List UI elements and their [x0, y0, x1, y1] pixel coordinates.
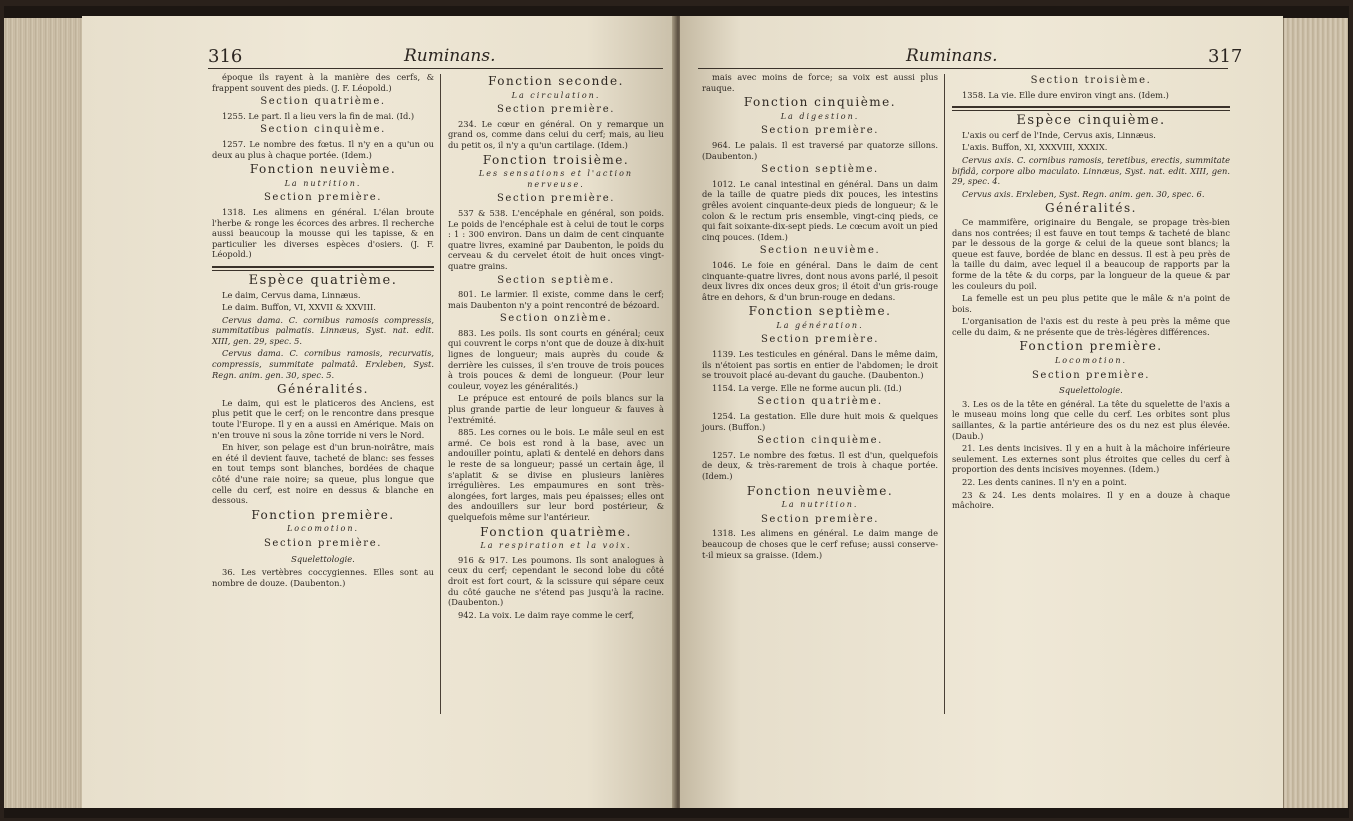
paragraph: 21. Les dents incisives. Il y en a huit à la mâchoire inférieure seulement. Les externes sont plus étroites que celles du cerf à proportion des dents incisives moyennes. (Idem.)	[952, 443, 1230, 475]
function-heading: Fonction neuvième.	[746, 483, 894, 498]
header-rule	[698, 68, 1228, 69]
subheading: La nutrition.	[781, 500, 859, 510]
generalites-heading: Généralités.	[1045, 201, 1137, 216]
column-left	[212, 72, 434, 590]
subheading: La digestion.	[780, 111, 860, 121]
paragraph: 3. Les os de la tête en général. La tête du squelette de l'axis a le museau moins long que celle du cerf. Les orbites sont plus saillantes, & la partie antérieure des os du nez est plus élevée. (Daub.)	[952, 398, 1230, 441]
function-heading: Fonction première.	[1019, 339, 1163, 354]
paragraph: 23 & 24. Les dents molaires. Il y en a douze à chaque mâchoire.	[952, 489, 1230, 511]
subheading: Locomotion.	[1054, 356, 1128, 366]
paragraph: 964. Le palais. Il est traversé par quatorze sillons. (Daubenton.)	[702, 139, 938, 161]
section-heading: Section quatrième.	[260, 96, 386, 108]
paragraph: 1318. Les alimens en général. L'élan broute l'herbe & ronge les écorces des arbres. Il recherche aussi beaucoup la mousse qui les tapisse, & en particulier les diverses espèces d'osiers. (J. F. Léopold.)	[212, 206, 434, 260]
paragraph: 22. Les dents canines. Il n'y en a point.	[962, 477, 1127, 487]
paragraph: mais avec moins de force; sa voix est aussi plus rauque.	[702, 72, 938, 93]
paragraph: Cervus dama. C. cornibus ramosis compressis, summitatibus palmatis. Linnæus, Syst. nat. edit. XIII, gen. 29, spec. 5.	[212, 314, 434, 346]
running-head: Ruminans.	[906, 46, 998, 66]
section-heading: Section onzième.	[499, 313, 613, 325]
column-divider	[944, 74, 945, 714]
paragraph: Cervus axis. C. cornibus ramosis, teretibus, erectis, summitate bifidâ, corpore albo maculato. Linnæus, Syst. nat. edit. XIII, gen. 29, spec. 4.	[952, 154, 1230, 187]
paragraph: L'axis ou cerf de l'Inde, Cervus axis, Linnæus.	[962, 129, 1156, 140]
column-left	[702, 72, 938, 562]
left-page	[82, 16, 676, 808]
paragraph: 1257. Le nombre des fœtus. Il n'y en a qu'un ou deux au plus à chaque portée. (Idem.)	[212, 138, 434, 160]
section-heading: Section cinquième.	[260, 124, 386, 136]
paragraph: 234. Le cœur en général. On y remarque un grand os, comme dans celui du cerf; mais, au lieu du petit os, il n'y a qu'un cartilage. (Idem.)	[448, 118, 664, 150]
paragraph: 1139. Les testicules en général. Dans le même daim, ils n'étoient pas sortis en entier de l'abdomen; le droit se trouvoit placé au-devant du gauche. (Daubenton.)	[702, 349, 938, 381]
subheading: Squelettologie.	[1059, 385, 1123, 396]
function-heading: Fonction première.	[251, 507, 395, 522]
page-number: 317	[1208, 46, 1243, 67]
paragraph: 1318. Les alimens en général. Le daim mange de beaucoup de choses que le cerf refuse; aussi conserve-t-il mieux sa graisse. (Idem.)	[702, 528, 938, 560]
section-heading: Section cinquième.	[757, 435, 883, 447]
section-heading: Section première.	[496, 193, 615, 205]
paragraph: 1358. La vie. Elle dure environ vingt ans. (Idem.)	[962, 89, 1169, 100]
section-heading: Section première.	[760, 334, 879, 346]
paragraph: 1012. Le canal intestinal en général. Dans un daim de la taille de quatre pieds dix pouces, les intestins grêles avoient cinquante-deux pieds de longueur; & le colon & le rectum pris ensemble, vingt-cinq pieds, ce qui fait soixante-dix-sept pieds. Le cœcum avoit un pied cinq pouces. (Idem.)	[702, 178, 938, 242]
section-heading: Section septième.	[497, 274, 615, 286]
double-rule	[952, 106, 1230, 111]
paragraph: L'axis. Buffon, XI, XXXVIII, XXXIX.	[962, 142, 1108, 153]
paragraph: 537 & 538. L'encéphale en général, son poids. Le poids de l'encéphale est à celui de tout le corps : 1 : 300 environ. Dans un daim de cent cinquante quatre livres, examiné par Daubenton, le poids du cerveau & du cervelet étoit de huit onces vingt-quatre grains.	[448, 207, 664, 271]
paragraph: 1046. Le foie en général. Dans le daim de cent cinquante-quatre livres, dont nous avons parlé, il pesoit deux livres dix onces deux gros; il étoit d'un gris-rouge âtre en dehors, & d'un brun-rouge en dedans.	[702, 259, 938, 302]
paragraph: 942. La voix. Le daim raye comme le cerf,	[458, 609, 635, 620]
column-right	[952, 72, 1230, 513]
section-heading: Section première.	[263, 537, 382, 549]
species-heading: Espèce quatrième.	[248, 272, 398, 288]
section-heading: Section septième.	[761, 164, 879, 176]
section-heading: Section troisième.	[1030, 75, 1152, 86]
paragraph: Le daim, qui est le platiceros des Anciens, est plus petit que le cerf; on le rencontre dans presque toute l'Europe. Il y en a aussi en Amérique. Mais on n'en trouve ni sous la zône torride ni vers le Nord.	[212, 397, 434, 440]
function-heading: Fonction neuvième.	[249, 162, 397, 177]
function-heading: Fonction troisième.	[482, 152, 630, 167]
section-heading: Section quatrième.	[757, 396, 883, 408]
section-heading: Section première.	[760, 513, 879, 525]
section-heading: Section neuvième.	[759, 245, 881, 257]
function-heading: Fonction septième.	[748, 304, 892, 319]
subheading: Les sensations et l'action nerveuse.	[478, 169, 634, 189]
paragraph: Le prépuce est entouré de poils blancs sur la plus grande partie de leur longueur & fauves à l'extrémité.	[448, 393, 664, 425]
subheading: Squelettologie.	[291, 553, 355, 564]
page-edges-left	[4, 18, 83, 808]
double-rule	[212, 266, 434, 271]
paragraph: En hiver, son pelage est d'un brun-noirâtre, mais en été il devient fauve, tacheté de blanc: ses fesses en tout temps sont blanches, bordées de chaque côté d'une raie noire; sa queue, plus longue que celle du cerf, est noire en dessus & blanche en dessous.	[212, 442, 434, 506]
section-heading: Section première.	[1031, 369, 1150, 381]
paragraph: L'organisation de l'axis est du reste à peu près la même que celle du daim, & ne présente que de très-légères différences.	[952, 316, 1230, 337]
paragraph: 801. Le larmier. Il existe, comme dans le cerf; mais Daubenton n'y a point rencontré de bézoard.	[448, 289, 664, 310]
paragraph: 1257. Le nombre des fœtus. Il est d'un, quelquefois de deux, & très-rarement de trois à chaque portée. (Idem.)	[702, 449, 938, 481]
function-heading: Fonction seconde.	[488, 74, 624, 88]
paragraph: Cervus axis. Erxleben, Syst. Regn. anim. gen. 30, spec. 6.	[962, 188, 1205, 199]
subheading: Locomotion.	[286, 524, 360, 534]
paragraph: 1255. Le part. Il a lieu vers la fin de mai. (Id.)	[222, 110, 415, 121]
function-heading: Fonction quatrième.	[480, 524, 632, 539]
running-head: Ruminans.	[404, 46, 496, 66]
page-edges-right	[1283, 18, 1348, 808]
paragraph: 1154. La verge. Elle ne forme aucun pli. (Id.)	[712, 382, 902, 393]
section-heading: Section première.	[496, 104, 615, 116]
section-heading: Section première.	[263, 192, 382, 204]
paragraph: 1254. La gestation. Elle dure huit mois & quelques jours. (Buffon.)	[702, 411, 938, 432]
species-heading: Espèce cinquième.	[1016, 113, 1166, 129]
paragraph: 916 & 917. Les poumons. Ils sont analogues à ceux du cerf; cependant le second lobe du côté droit est fort court, & la scissure qui sépare ceux du côté gauche ne s'étend pas jusqu'à la racine. (Daubenton.)	[448, 554, 664, 608]
paragraph: Le daim, Cervus dama, Linnæus.	[222, 289, 361, 300]
paragraph: 885. Les cornes ou le bois. Le mâle seul en est armé. Ce bois est rond à la base, avec un andouiller pointu, aplati & dentelé en dehors dans le reste de sa longueur; passé un certain âge, il s'aplatit & se divise en plusieurs lanières irrégulières. Les empaumures en sont très-alongées, fort larges, mais peu épaisses; elles ont des andouillers sur leur bord postérieur, & quelquefois même sur l'antérieur.	[448, 427, 664, 522]
right-page	[680, 16, 1283, 808]
column-right	[448, 72, 664, 622]
subheading: La respiration et la voix.	[480, 541, 632, 551]
paragraph: 36. Les vertèbres coccygiennes. Elles sont au nombre de douze. (Daubenton.)	[212, 567, 434, 588]
subheading: La nutrition.	[284, 178, 362, 188]
section-heading: Section première.	[760, 125, 879, 137]
generalites-heading: Généralités.	[277, 382, 369, 397]
page-number: 316	[208, 46, 243, 67]
subheading: La circulation.	[511, 90, 601, 100]
paragraph: Cervus dama. C. cornibus ramosis, recurvatis, compressis, summitate palmatâ. Erxleben, Syst. Regn. anim. gen. 30, spec. 5.	[212, 348, 434, 380]
paragraph: 883. Les poils. Ils sont courts en général; ceux qui couvrent le corps n'ont que de douze à dix-huit lignes de longueur; mais auprès du coude & derrière les cuisses, il s'en trouve de trois pouces à trois pouces & demi de longueur. (Pour leur couleur, voyez les généralités.)	[448, 327, 664, 391]
paragraph: La femelle est un peu plus petite que le mâle & n'a point de bois.	[952, 293, 1230, 314]
paragraph: Ce mammifère, originaire du Bengale, se propage très-bien dans nos contrées; il est fauve en tout temps & tacheté de blanc par le dessous de la gorge & celui de la queue sont blancs; la queue est fauve, bordée de blanc en dessus. Il est à peu près de la taille du daim, avec lequel il a beaucoup de rapports par la forme de la tête & du corps, par la longueur de la queue & par les couleurs du poil.	[952, 216, 1230, 291]
paragraph: époque ils rayent à la manière des cerfs, & frappent souvent des pieds. (J. F. Léopold.)	[212, 72, 434, 93]
paragraph: Le daim. Buffon, VI, XXVII & XXVIII.	[222, 302, 376, 313]
function-heading: Fonction cinquième.	[743, 95, 897, 110]
subheading: La génération.	[776, 320, 864, 330]
column-divider	[440, 74, 441, 714]
header-rule	[208, 68, 663, 69]
